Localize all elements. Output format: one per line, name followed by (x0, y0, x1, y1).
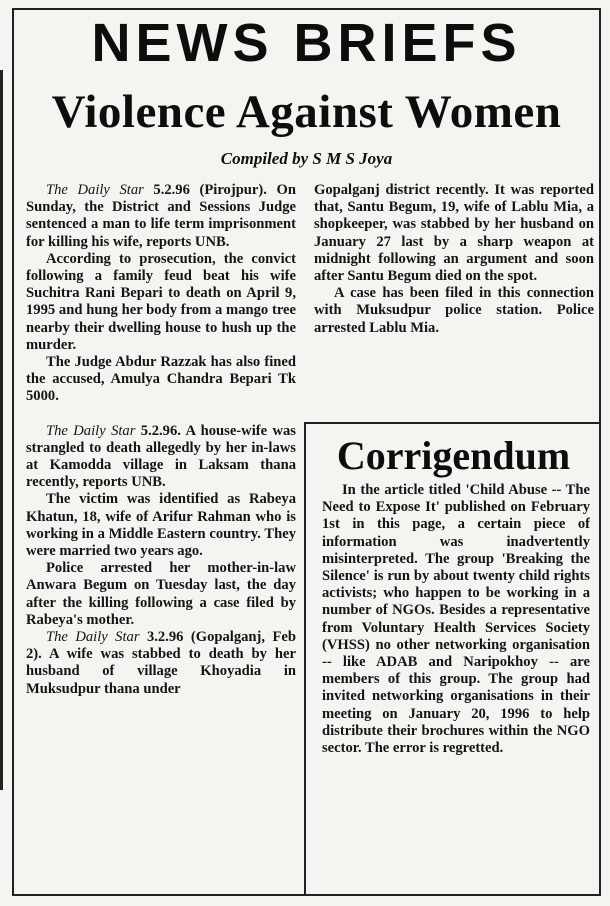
corrigendum-column (322, 482, 590, 894)
column-2 (314, 182, 594, 412)
brief1-lead: The Daily Star 5.2.96 (Pirojpur). On Sunday, the District and Sessions Judge sentenced a man to life term imprisonment for killing his wife, reports UNB. (26, 182, 296, 250)
brief3-continued: Gopalganj district recently. It was reported that, Santu Begum, 19, wife of Lablu Mia, a shopkeeper, was stabbed by her husband on January 27 last by a sharp weapon at midnight following an argument and soon after Santu Begum died on the spot. (314, 182, 594, 285)
section-kicker: NEWS BRIEFS (91, 13, 522, 73)
brief2-source: The Daily Star (46, 422, 136, 439)
brief3-paragraph-2: A case has been filed in this connection with Muksudpur police station. Police arrested Lablu Mia. (314, 285, 594, 336)
brief1-paragraph-2: According to prosecution, the convict following a family feud beat his wife Suchitra Rani Bepari to death on April 9, 1995 and hung her body from a mango tree nearby their dwelling house to hush up the murder. (26, 250, 296, 353)
brief1-source: The Daily Star (46, 182, 144, 198)
brief1-paragraph-3: The Judge Abdur Razzak has also fined the accused, Amulya Chandra Bepari Tk 5000. (26, 354, 296, 405)
adjacent-column-rule (0, 70, 3, 790)
brief2-lead: The Daily Star 5.2.96. A house-wife was strangled to death allegedly by her in-laws at Kamodda village in Laksam thana recently, reports UNB. (26, 422, 296, 491)
corrigendum-title: Corrigendum (336, 433, 571, 478)
headline: Violence Against Women (51, 86, 562, 138)
column-1 (26, 182, 296, 892)
brief3-lead: The Daily Star 3.2.96 (Gopalganj, Feb 2). A wife was stabbed to death by her husband of village Khoyadia in Muksudpur thana under (26, 629, 296, 697)
byline: Compiled by S M S Joya (220, 149, 393, 168)
brief2-paragraph-2: The victim was identified as Rabeya Khatun, 18, wife of Arifur Rahman who is working in a Middle Eastern country. They were married two years ago. (26, 491, 296, 560)
corrigendum-body: In the article titled 'Child Abuse -- The Need to Expose It' published on February 1st in this page, a certain piece of information was inadvertently misinterpreted. The group 'Breaking the Silence' is run by about twenty child rights activists; who happen to be working in a number of NGOs. Besides a representative from Voluntary Health Services Society (VHSS) no other networking organisation -- like ADAB and Naripokhoy -- are members of this group. The group had invited networking organisations in their meeting on January 20, 1996 to help distribute their brochures within the NGO sector. The error is regretted. (322, 482, 590, 757)
brief3-source: The Daily Star (46, 629, 140, 646)
brief2-paragraph-3: Police arrested her mother-in-law Anwara Begum on Tuesday last, the day after the killing following a case filed by Rabeya's mother. (26, 560, 296, 628)
